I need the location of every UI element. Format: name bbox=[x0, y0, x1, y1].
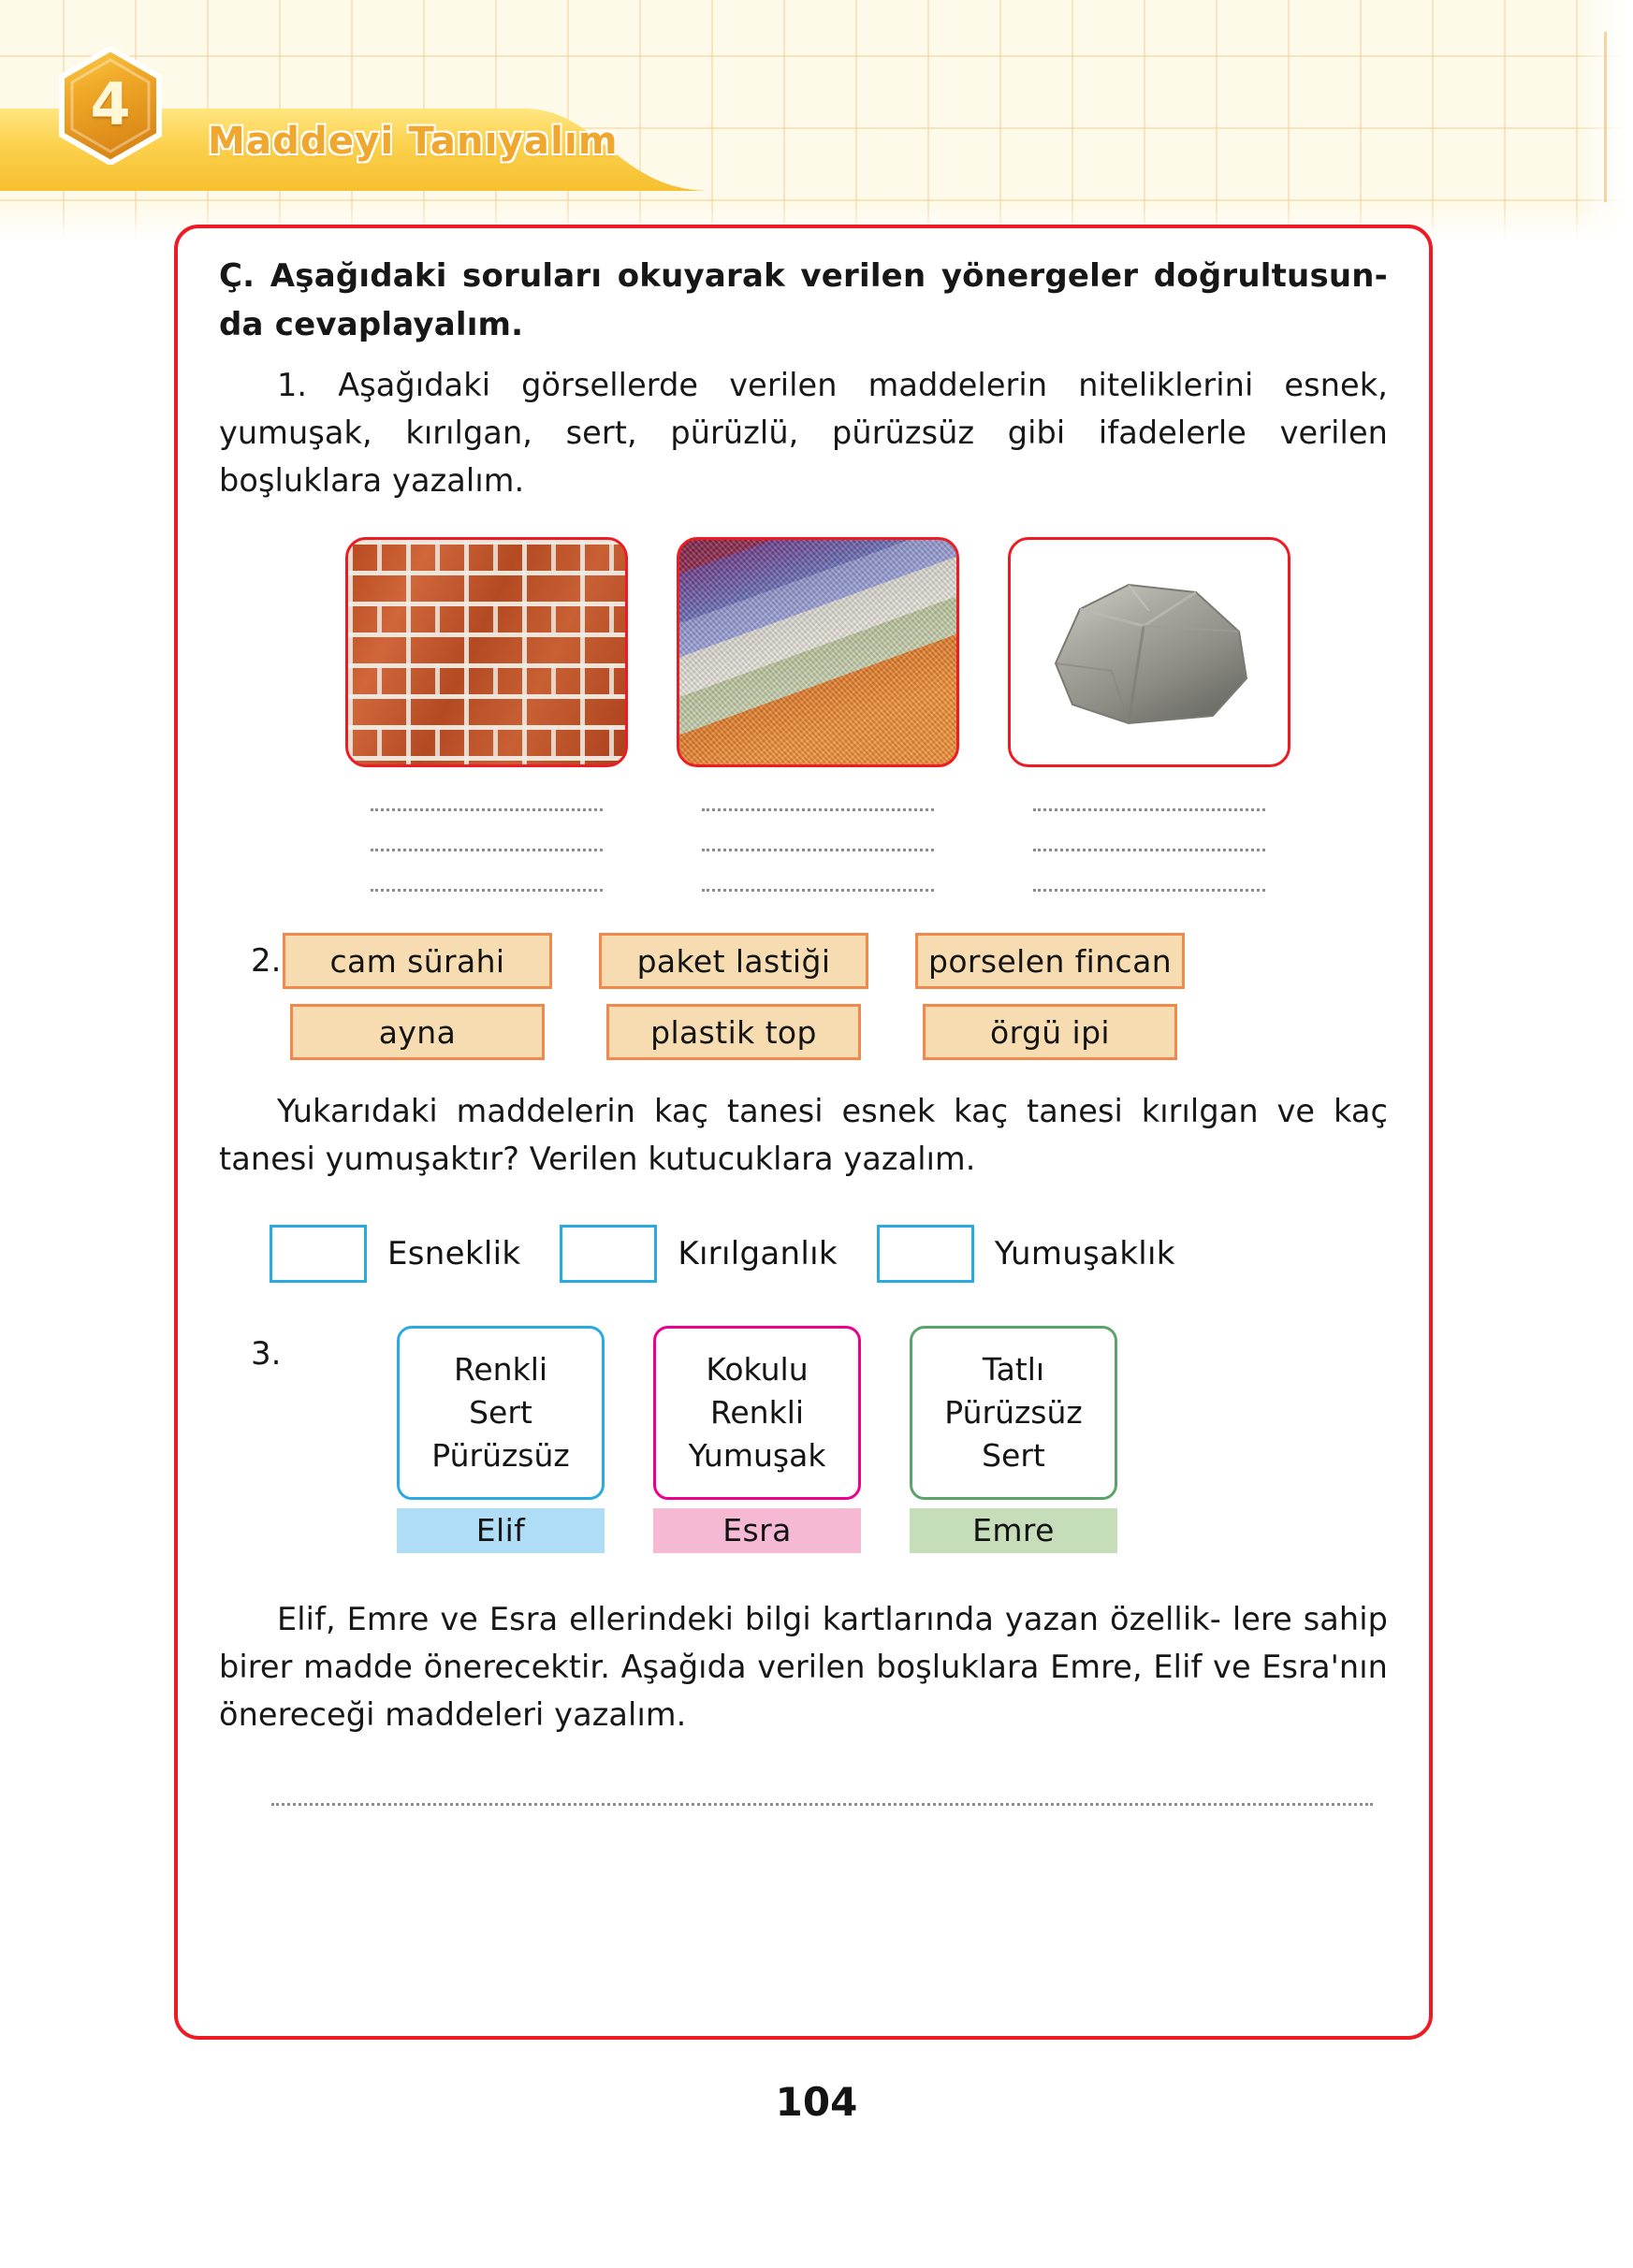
card-column-elif bbox=[397, 1326, 605, 1553]
question-2-text: Yukarıdaki maddelerin kaç tanesi esnek kaç tanesi kırılgan ve kaç tanesi yumuşaktır? Verilen kutucuklara yazalım. bbox=[219, 1093, 1388, 1177]
property-esra-3: Yumuşak bbox=[688, 1436, 826, 1474]
answer-line[interactable] bbox=[371, 824, 603, 851]
rock-stone-photo bbox=[1008, 537, 1290, 767]
question-2-block bbox=[219, 933, 1388, 1060]
image-cell-carpet bbox=[677, 537, 959, 905]
chip-cam-surahi[interactable]: cam sürahi bbox=[283, 933, 552, 989]
material-chip-grid bbox=[277, 933, 1388, 1060]
property-esra-2: Renkli bbox=[709, 1393, 805, 1431]
name-tag-elif: Elif bbox=[397, 1508, 605, 1553]
answer-lines-brick bbox=[345, 784, 628, 892]
page-edge-rule bbox=[1604, 32, 1607, 202]
answer-line[interactable] bbox=[1033, 784, 1265, 811]
image-cell-rock bbox=[1008, 537, 1290, 905]
property-emre-1: Tatlı bbox=[982, 1351, 1045, 1388]
final-answer-line[interactable] bbox=[271, 1782, 1373, 1806]
property-elif-3: Pürüzsüz bbox=[431, 1436, 570, 1474]
question-1-text: 1. Aşağıdaki görsellerde verilen maddelerin niteliklerini esnek, yumuşak, kırılgan, sert, pürüzlü, pürüzsüz gibi ifadelerle verilen boşluklara yazalım. bbox=[219, 367, 1388, 500]
brick-wall-photo bbox=[345, 537, 628, 767]
chip-orgu-ipi[interactable]: örgü ipi bbox=[923, 1004, 1177, 1060]
answer-line[interactable] bbox=[702, 824, 934, 851]
yumusaklik-input[interactable] bbox=[877, 1225, 974, 1283]
counter-row bbox=[219, 1225, 1388, 1283]
main-instruction: Ç. Aşağıdaki soruları okuyarak verilen yönergeler doğrultusun- da cevaplayalım. bbox=[219, 257, 1388, 343]
question-1-image-row bbox=[219, 537, 1388, 905]
property-card-esra[interactable] bbox=[653, 1326, 861, 1500]
esneklik-label: Esneklik bbox=[387, 1234, 521, 1272]
unit-number-text: 4 bbox=[90, 69, 131, 138]
question-3-text: Elif, Emre ve Esra ellerindeki bilgi kartlarında yazan özellik- lere sahip birer madde önerecektir. Aşağıda verilen boşluklara Emre, Elif ve Esra'nın önereceği maddeleri yazalım. bbox=[219, 1600, 1388, 1733]
name-tag-emre: Emre bbox=[910, 1508, 1117, 1553]
content-panel bbox=[174, 225, 1433, 2040]
card-column-emre bbox=[910, 1326, 1117, 1553]
question-2-number: 2. bbox=[251, 942, 282, 981]
answer-line[interactable] bbox=[1033, 824, 1265, 851]
chip-paket-lastigi[interactable]: paket lastiği bbox=[599, 933, 868, 989]
question-3-number: 3. bbox=[251, 1334, 282, 1373]
name-tag-esra: Esra bbox=[653, 1508, 861, 1553]
image-cell-brick bbox=[345, 537, 628, 905]
property-esra-1: Kokulu bbox=[706, 1351, 809, 1388]
esneklik-input[interactable] bbox=[270, 1225, 367, 1283]
property-elif-2: Sert bbox=[469, 1393, 532, 1431]
answer-line[interactable] bbox=[371, 865, 603, 892]
page-number: 104 bbox=[775, 2079, 858, 2125]
property-emre-3: Sert bbox=[982, 1436, 1045, 1474]
answer-line[interactable] bbox=[371, 784, 603, 811]
question-3-block bbox=[219, 1326, 1388, 1553]
chip-plastik-top[interactable]: plastik top bbox=[606, 1004, 861, 1060]
answer-line[interactable] bbox=[702, 784, 934, 811]
unit-number-badge bbox=[58, 47, 163, 165]
kirilganlik-label: Kırılganlık bbox=[678, 1234, 838, 1272]
answer-line[interactable] bbox=[1033, 865, 1265, 892]
property-elif-1: Renkli bbox=[453, 1351, 548, 1388]
property-card-elif[interactable] bbox=[397, 1326, 605, 1500]
carpet-textile-photo bbox=[677, 537, 959, 767]
rock-illustration bbox=[1039, 574, 1261, 731]
page-title: Maddeyi Tanıyalım bbox=[208, 120, 619, 163]
yumusaklik-label: Yumuşaklık bbox=[994, 1234, 1175, 1272]
answer-line[interactable] bbox=[702, 865, 934, 892]
property-card-emre[interactable] bbox=[910, 1326, 1117, 1500]
property-emre-2: Pürüzsüz bbox=[944, 1393, 1083, 1431]
card-column-esra bbox=[653, 1326, 861, 1553]
answer-lines-carpet bbox=[677, 784, 959, 892]
property-card-row bbox=[277, 1326, 1388, 1553]
chip-porselen-fincan[interactable]: porselen fincan bbox=[915, 933, 1185, 989]
answer-lines-rock bbox=[1008, 784, 1290, 892]
kirilganlik-input[interactable] bbox=[560, 1225, 657, 1283]
chip-ayna[interactable]: ayna bbox=[290, 1004, 545, 1060]
